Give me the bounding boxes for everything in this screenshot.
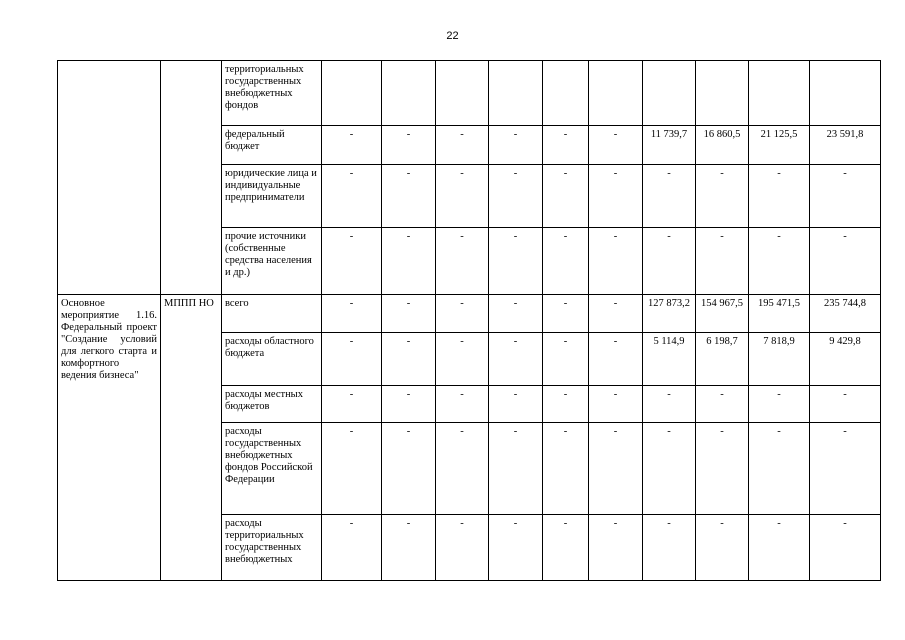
value-cell: -	[543, 165, 589, 228]
value-cell: -	[589, 423, 643, 515]
value-cell: -	[749, 228, 810, 295]
value-cell: 154 967,5	[696, 295, 749, 333]
value-cell: -	[589, 386, 643, 423]
value-cell: -	[489, 515, 543, 581]
value-cell	[749, 61, 810, 126]
value-cell: -	[322, 386, 382, 423]
value-cell: -	[489, 126, 543, 165]
value-cell: -	[589, 295, 643, 333]
value-cell: -	[643, 386, 696, 423]
value-cell: 21 125,5	[749, 126, 810, 165]
value-cell: -	[543, 333, 589, 386]
value-cell: -	[749, 165, 810, 228]
value-cell	[543, 61, 589, 126]
value-cell: -	[749, 515, 810, 581]
value-cell: -	[436, 126, 489, 165]
value-cell: -	[436, 295, 489, 333]
value-cell: -	[436, 165, 489, 228]
value-cell: -	[382, 333, 436, 386]
value-cell: -	[810, 515, 881, 581]
value-cell	[810, 61, 881, 126]
value-cell: 6 198,7	[696, 333, 749, 386]
value-cell: -	[489, 333, 543, 386]
funding-source-cell: территориальных государственных внебюджетных фондов	[222, 61, 322, 126]
funding-source-cell: юридические лица и индивидуальные предприниматели	[222, 165, 322, 228]
event-cell: Основное мероприятие 1.16. Федеральный проект "Создание условий для легкого старта и комфортного ведения бизнеса"	[58, 295, 161, 581]
value-cell: 5 114,9	[643, 333, 696, 386]
value-cell: -	[382, 165, 436, 228]
executor-cell: МППП НО	[161, 295, 222, 581]
value-cell: -	[696, 386, 749, 423]
value-cell: -	[589, 165, 643, 228]
value-cell: -	[382, 423, 436, 515]
value-cell: -	[643, 165, 696, 228]
value-cell: -	[322, 423, 382, 515]
value-cell: 9 429,8	[810, 333, 881, 386]
value-cell: -	[589, 515, 643, 581]
funding-source-cell: федеральный бюджет	[222, 126, 322, 165]
funding-source-cell: прочие источники (собственные средства населения и др.)	[222, 228, 322, 295]
table-row	[58, 61, 881, 126]
value-cell	[322, 61, 382, 126]
value-cell	[589, 61, 643, 126]
value-cell	[436, 61, 489, 126]
funding-source-cell: расходы областного бюджета	[222, 333, 322, 386]
value-cell: 11 739,7	[643, 126, 696, 165]
funding-source-cell: расходы государственных внебюджетных фондов Российской Федерации	[222, 423, 322, 515]
value-cell: -	[382, 386, 436, 423]
value-cell: -	[589, 333, 643, 386]
value-cell: -	[643, 515, 696, 581]
value-cell: -	[543, 515, 589, 581]
value-cell: -	[322, 295, 382, 333]
value-cell: -	[382, 515, 436, 581]
value-cell: -	[543, 386, 589, 423]
value-cell: -	[436, 386, 489, 423]
value-cell: -	[436, 423, 489, 515]
value-cell: -	[382, 295, 436, 333]
value-cell: -	[322, 333, 382, 386]
value-cell: 195 471,5	[749, 295, 810, 333]
value-cell: -	[436, 515, 489, 581]
value-cell: -	[543, 228, 589, 295]
value-cell: -	[643, 228, 696, 295]
funding-source-cell: расходы территориальных государственных внебюджетных	[222, 515, 322, 581]
value-cell: -	[322, 228, 382, 295]
value-cell: -	[810, 165, 881, 228]
table-row	[58, 295, 881, 333]
value-cell: 127 873,2	[643, 295, 696, 333]
value-cell: -	[543, 423, 589, 515]
value-cell: -	[489, 165, 543, 228]
value-cell: -	[589, 126, 643, 165]
value-cell	[643, 61, 696, 126]
event-cell	[58, 61, 161, 295]
page-number: 22	[446, 30, 459, 42]
value-cell: -	[382, 126, 436, 165]
value-cell: -	[322, 515, 382, 581]
value-cell: -	[749, 386, 810, 423]
value-cell: -	[543, 126, 589, 165]
value-cell: 16 860,5	[696, 126, 749, 165]
value-cell: -	[489, 228, 543, 295]
value-cell	[382, 61, 436, 126]
value-cell: -	[810, 228, 881, 295]
value-cell: 235 744,8	[810, 295, 881, 333]
value-cell: -	[696, 228, 749, 295]
value-cell: -	[810, 423, 881, 515]
funding-source-cell: всего	[222, 295, 322, 333]
value-cell: -	[543, 295, 589, 333]
value-cell: -	[489, 423, 543, 515]
value-cell: 7 818,9	[749, 333, 810, 386]
value-cell: 23 591,8	[810, 126, 881, 165]
value-cell: -	[489, 386, 543, 423]
value-cell: -	[810, 386, 881, 423]
value-cell: -	[589, 228, 643, 295]
executor-cell	[161, 61, 222, 295]
value-cell: -	[436, 333, 489, 386]
value-cell: -	[382, 228, 436, 295]
value-cell: -	[696, 423, 749, 515]
budget-table	[57, 60, 881, 581]
value-cell	[489, 61, 543, 126]
value-cell: -	[696, 515, 749, 581]
value-cell: -	[643, 423, 696, 515]
value-cell: -	[322, 165, 382, 228]
value-cell: -	[489, 295, 543, 333]
value-cell: -	[322, 126, 382, 165]
value-cell: -	[749, 423, 810, 515]
value-cell	[696, 61, 749, 126]
value-cell: -	[696, 165, 749, 228]
value-cell: -	[436, 228, 489, 295]
funding-source-cell: расходы местных бюджетов	[222, 386, 322, 423]
